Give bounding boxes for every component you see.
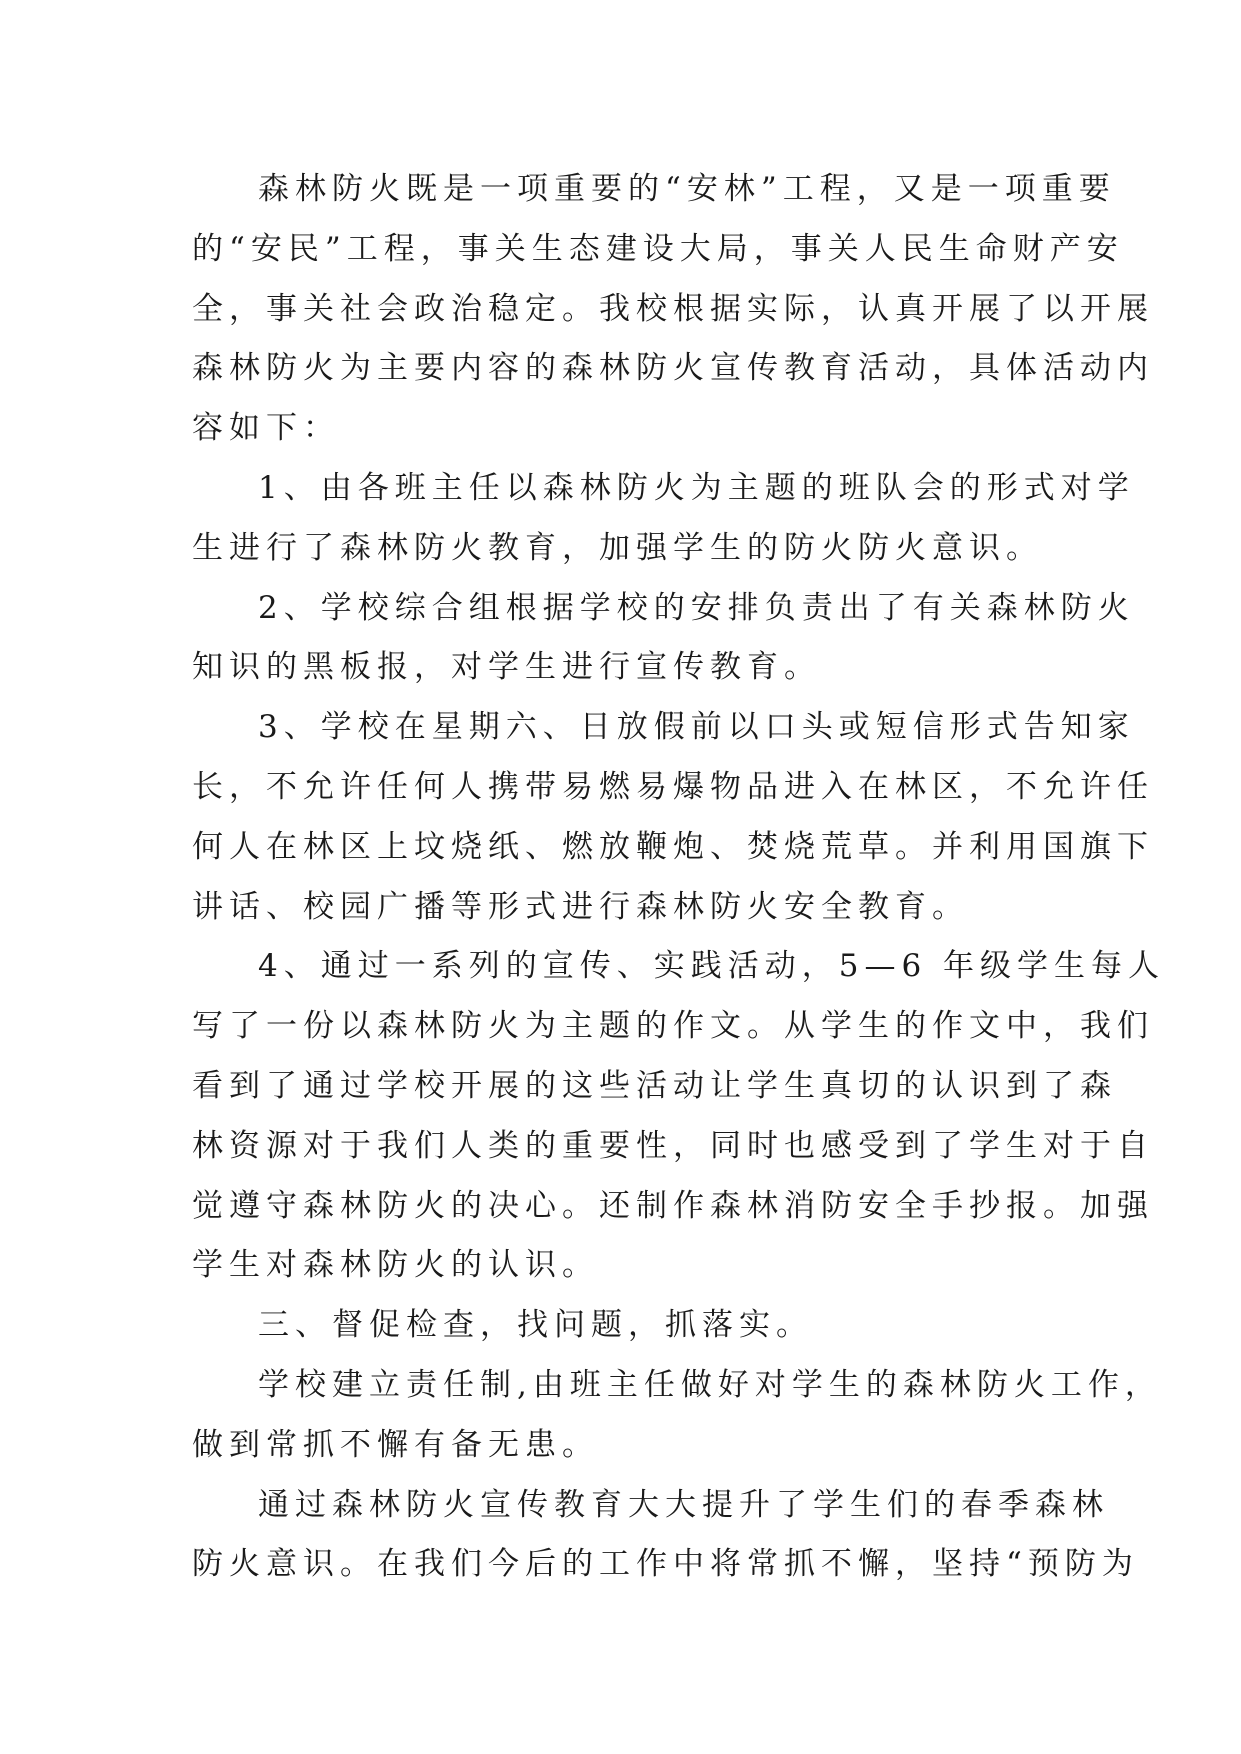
paragraph [192, 937, 1166, 1296]
text-line: 4、通过一系列的宣传、实践活动，5—6 年级学生每人 [258, 948, 1166, 985]
paragraph [192, 1356, 1162, 1476]
document-body [192, 160, 1166, 1595]
text-line: 1、由各班主任以森林防火为主题的班队会的形式对学 [258, 469, 1135, 506]
text-line: 林资源对于我们人类的重要性，同时也感受到了学生对于自 [192, 1127, 1154, 1164]
paragraph [192, 579, 1135, 699]
text-line: 森林防火为主要内容的森林防火宣传教育活动，具体活动内 [192, 350, 1154, 387]
text-line: 知识的黑板报，对学生进行宣传教育。 [192, 649, 821, 686]
section-heading: 三、督促检查，找问题，抓落实。 [258, 1307, 813, 1344]
paragraph [192, 698, 1154, 937]
text-line: 讲话、校园广播等形式进行森林防火安全教育。 [192, 888, 969, 925]
text-line: 写了一份以森林防火为主题的作文。从学生的作文中，我们 [192, 1008, 1154, 1045]
paragraph [192, 160, 1154, 459]
text-line: 长，不允许任何人携带易燃易爆物品进入在林区，不允许任 [192, 768, 1154, 805]
text-line: 的“安民”工程，事关生态建设大局，事关人民生命财产安 [192, 230, 1124, 267]
text-line: 何人在林区上坟烧纸、燃放鞭炮、焚烧荒草。并利用国旗下 [192, 828, 1154, 865]
paragraph [192, 1476, 1139, 1596]
text-line: 学生对森林防火的认识。 [192, 1247, 599, 1284]
text-line: 容如下： [192, 410, 340, 447]
text-line: 全，事关社会政治稳定。我校根据实际，认真开展了以开展 [192, 290, 1154, 327]
text-line: 通过森林防火宣传教育大大提升了学生们的春季森林 [258, 1486, 1109, 1523]
paragraph [192, 459, 1135, 579]
text-line: 森林防火既是一项重要的“安林”工程，又是一项重要 [258, 171, 1116, 207]
text-line: 看到了通过学校开展的这些活动让学生真切的认识到了森 [192, 1067, 1117, 1104]
text-line: 防火意识。在我们今后的工作中将常抓不懈，坚持“预防为 [192, 1546, 1139, 1583]
text-line: 觉遵守森林防火的决心。还制作森林消防安全手抄报。加强 [192, 1187, 1154, 1224]
text-line: 2、学校综合组根据学校的安排负责出了有关森林防火 [258, 589, 1135, 626]
text-line: 3、学校在星期六、日放假前以口头或短信形式告知家 [258, 709, 1135, 746]
text-line: 做到常抓不懈有备无患。 [192, 1426, 599, 1463]
text-line: 生进行了森林防火教育，加强学生的防火防火意识。 [192, 529, 1043, 566]
text-line: 学校建立责任制,由班主任做好对学生的森林防火工作， [258, 1366, 1162, 1403]
paragraph [192, 1296, 1050, 1356]
